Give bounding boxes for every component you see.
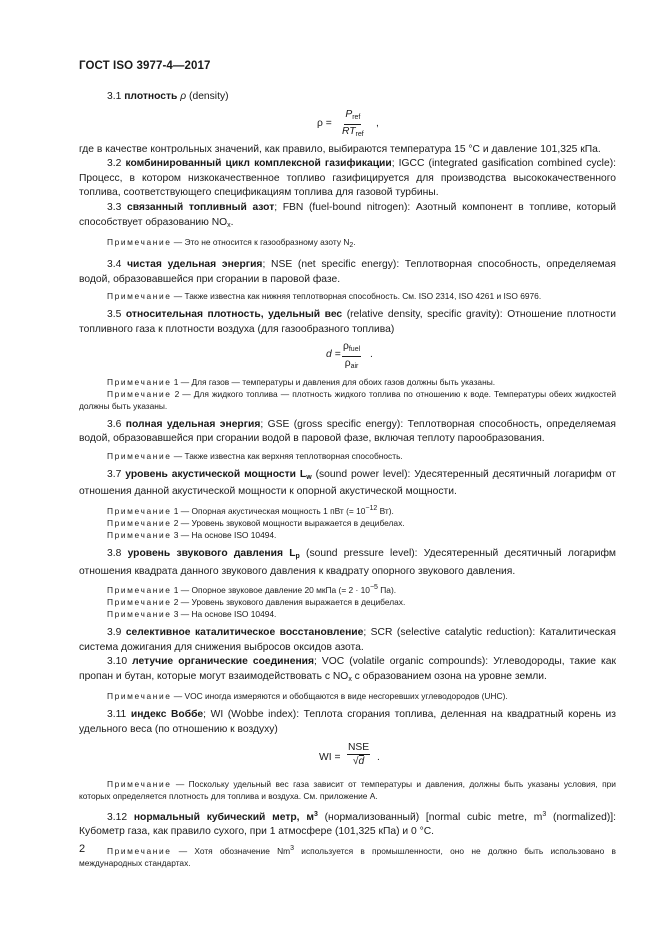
- term-3-5: [79, 308, 616, 337]
- note: [79, 596, 616, 608]
- note-label: Примечание: [107, 609, 172, 620]
- note-label: Примечание: [107, 376, 172, 387]
- formula-numerator: NSE: [348, 741, 370, 753]
- term-definition: (density): [189, 91, 229, 102]
- page-number: 2: [79, 843, 86, 855]
- term-3-11: [79, 708, 616, 737]
- subscript: 2: [349, 242, 354, 250]
- superscript: −12: [365, 504, 378, 512]
- term-name: чистая удельная энергия: [127, 259, 263, 271]
- subscript: x: [227, 221, 231, 229]
- note-text: — Это не относится к газообразному азоту N: [171, 237, 350, 248]
- formula-lhs: WI =: [319, 751, 341, 763]
- formula-denominator: ρ: [344, 357, 351, 369]
- note-end: Вт).: [377, 505, 394, 516]
- term-name: плотность: [124, 91, 178, 102]
- term-name: индекс Воббе: [130, 709, 204, 721]
- term-name: комбинированный цикл комплексной газификации: [125, 158, 392, 170]
- term-definition: ; SCR (selective catalytic reduction): Каталитическая система дожигания для снижения выбросов оксидов азота.: [79, 627, 616, 653]
- term-definition: ; GSE (gross specific energy): Теплотворная способность, определяемая водой, образовавшейся при сгорании водой в паровой фазе, включая теплоту парообразования.: [79, 418, 616, 445]
- note: [79, 503, 616, 517]
- term-3-4: [79, 258, 616, 287]
- term-definition: (sound power level): Удесятеренный десятичный логарифм от отношения данной акустической мощности к опорной акустической мощности.: [79, 468, 616, 498]
- term-name: уровень звукового давления L: [127, 547, 296, 559]
- note-text: — Хотя обозначение Nm: [171, 845, 291, 856]
- note-label: Примечание: [107, 505, 172, 516]
- formula-comma: ,: [376, 117, 379, 129]
- term-definition-end: (normalized)]: Кубометр газа, как правило сухого, при 1 атмосфере (101,325 кПа) и 0 °С.: [79, 811, 616, 838]
- standard-header: ГОСТ ISO 3977-4—2017: [79, 60, 211, 72]
- term-name: нормальный кубический метр, м: [133, 811, 314, 823]
- superscript: 3: [542, 810, 547, 818]
- note-label: Примечание: [107, 291, 172, 302]
- term-name: летучие органические соединения: [132, 656, 315, 668]
- term-definition: ; WI (Wobbe index): Теплота сгорания топлива, деленная на квадратный корень из удельного веса (по отношению к воздуху): [79, 709, 617, 736]
- formula-lhs: ρ =: [317, 117, 332, 129]
- note-label: Примечание: [107, 517, 172, 528]
- note-label: Примечание: [107, 845, 172, 856]
- note-end: используется в промышленности, оно не должно быть использовано в международных стандартах.: [79, 845, 617, 868]
- note: [79, 843, 616, 869]
- note-label: Примечание: [107, 691, 172, 702]
- density-conditions: где в качестве контрольных значений, как правило, выбираются температура 15 °С и давление 101,325 кПа.: [79, 143, 601, 155]
- term-number: 3.8: [107, 547, 122, 559]
- note-text: 1 — Опорная акустическая мощность 1 пВт (= 10: [171, 505, 366, 516]
- note: [79, 290, 616, 302]
- term-3-7: [79, 468, 616, 500]
- formula-fraction: [342, 340, 361, 373]
- term-subscript: w: [306, 473, 312, 481]
- note-label: Примечание: [107, 585, 172, 596]
- term-3-3: [79, 201, 616, 233]
- term-3-8: [79, 547, 616, 579]
- term-number: 3.10: [107, 656, 128, 668]
- term-number: 3.3: [107, 201, 122, 213]
- note-text: 1 — Опорное звуковое давление 20 мкПа (= 2 · 10: [171, 585, 370, 596]
- note-text: 1 — Для газов — температуры и давления для обоих газов должны быть указаны.: [171, 376, 496, 387]
- term-number: 3.2: [107, 158, 122, 170]
- formula-end: .: [370, 348, 373, 360]
- term-3-10: [79, 655, 616, 687]
- note: [79, 529, 616, 541]
- note: [79, 450, 616, 462]
- note-text: — Также известна как верхняя теплотворная способность.: [171, 450, 403, 461]
- formula-density: [79, 105, 616, 143]
- note: [79, 778, 616, 802]
- formula-end: .: [377, 751, 380, 763]
- term-definition: (sound pressure level): Удесятеренный десятичный логарифм отношения квадрата данного звукового давления к квадрату опорного звукового давления.: [79, 547, 616, 577]
- note-end: Па).: [377, 585, 397, 596]
- note: [79, 376, 616, 388]
- formula-fraction: [341, 108, 365, 141]
- note-text: — Поскольку удельный вес газа зависит от температуры и давления, должны быть указаны условия, при которых определяется плотность для топлива и воздуха. См. приложение А.: [79, 778, 616, 801]
- note-label: Примечание: [107, 529, 172, 540]
- note-label: Примечание: [107, 388, 172, 399]
- formula-denominator-sub: air: [350, 362, 359, 370]
- term-name: связанный топливный азот: [126, 201, 275, 213]
- term-number: 3.1: [107, 91, 122, 102]
- formula-wobbe: [79, 738, 616, 778]
- term-definition: ; NSE (net specific energy): Теплотворная способность, определяемая водой, образовавшейся при сгорании в паровой фазе.: [79, 259, 616, 285]
- term-end: с образованием озона на уровне земли.: [351, 670, 547, 682]
- term-name: относительная плотность, удельный вес: [125, 309, 343, 321]
- note-end: .: [353, 237, 356, 248]
- formula-fraction: [347, 741, 370, 768]
- formula-numerator: ρ: [343, 340, 349, 352]
- note-label: Примечание: [107, 597, 172, 608]
- term-3-12: [79, 808, 616, 840]
- formula-denominator-sub: ref: [355, 130, 364, 138]
- term-3-9: [79, 626, 616, 655]
- note-text: 2 — Для жидкого топлива — плотность жидкого топлива по отношению к воде. Температуры обеих жидкостей должны быть указаны.: [79, 388, 616, 411]
- term-number: 3.7: [107, 468, 122, 480]
- note: [79, 608, 616, 620]
- term-number: 3.12: [107, 811, 128, 823]
- term-symbol: ρ: [180, 91, 187, 102]
- note-text: — Также известна как нижняя теплотворная способность. См. ISO 2314, ISO 4261 и ISO 6976.: [171, 291, 542, 302]
- term-name: полная удельная энергия: [125, 418, 261, 430]
- note-text: — VOC иногда измеряются и обобщаются в виде несгоревших углеводородов (UHC).: [171, 691, 508, 702]
- note-label: Примечание: [107, 450, 172, 461]
- note: [79, 236, 616, 252]
- term-number: 3.9: [107, 627, 122, 639]
- note-label: Примечание: [107, 237, 172, 248]
- term-definition: (relative density, specific gravity): Отношение плотности топливного газа к плотности воздуха (для газообразного топлива): [79, 309, 616, 335]
- formula-numerator: P: [345, 108, 353, 120]
- note: [79, 582, 616, 596]
- term-name: уровень акустической мощности L: [125, 468, 307, 480]
- term-3-2: [79, 157, 616, 201]
- note-text: 2 — Уровень звуковой мощности выражается в децибелах.: [171, 517, 405, 528]
- root-sign: √: [352, 755, 359, 767]
- term-definition: (нормализованный) [normal cubic metre, m: [317, 811, 543, 823]
- formula-numerator-sub: ref: [352, 113, 361, 121]
- term-number: 3.5: [107, 309, 122, 321]
- term-number: 3.11: [107, 709, 127, 721]
- superscript: 3: [290, 844, 295, 852]
- term-3-1: [79, 90, 616, 105]
- note-text: 3 — На основе ISO 10494.: [171, 609, 277, 620]
- document-body: [79, 90, 616, 869]
- formula-lhs: d =: [326, 348, 341, 360]
- term-end: .: [230, 216, 234, 228]
- formula-relative-density: [79, 338, 616, 376]
- note: [79, 517, 616, 529]
- subscript: x: [348, 675, 352, 683]
- term-definition: ; VOC (volatile organic compounds): Углеводороды, такие как пропан и бутан, которые могут взаимодействовать с NO: [79, 656, 616, 682]
- note-text: 3 — На основе ISO 10494.: [171, 529, 277, 540]
- note-label: Примечание: [107, 778, 172, 789]
- formula-denominator: RT: [342, 125, 356, 137]
- superscript: −5: [369, 584, 378, 592]
- term-number: 3.6: [107, 418, 122, 430]
- term-name: селективное каталитическое восстановление: [125, 627, 364, 639]
- formula-denominator: d: [358, 755, 365, 767]
- term-definition: ; FBN (fuel-bound nitrogen): Азотный компонент в топливе, который способствует образованию NO: [79, 201, 616, 228]
- formula-numerator-sub: fuel: [348, 345, 361, 353]
- term-number: 3.4: [107, 259, 122, 271]
- term-subscript: p: [295, 552, 300, 560]
- term-3-6: [79, 418, 616, 447]
- term-superscript: 3: [313, 810, 318, 818]
- note: [79, 388, 616, 412]
- note-text: 2 — Уровень звукового давления выражается в децибелах.: [171, 597, 406, 608]
- note: [79, 690, 616, 702]
- term-definition: ; IGCC (integrated gasification combined cycle): Процесс, в котором низкокачественное топливо газифицируется для производства высококачественного топлива, соответствующего спецификациям топлива для газовой турбины.: [79, 158, 616, 199]
